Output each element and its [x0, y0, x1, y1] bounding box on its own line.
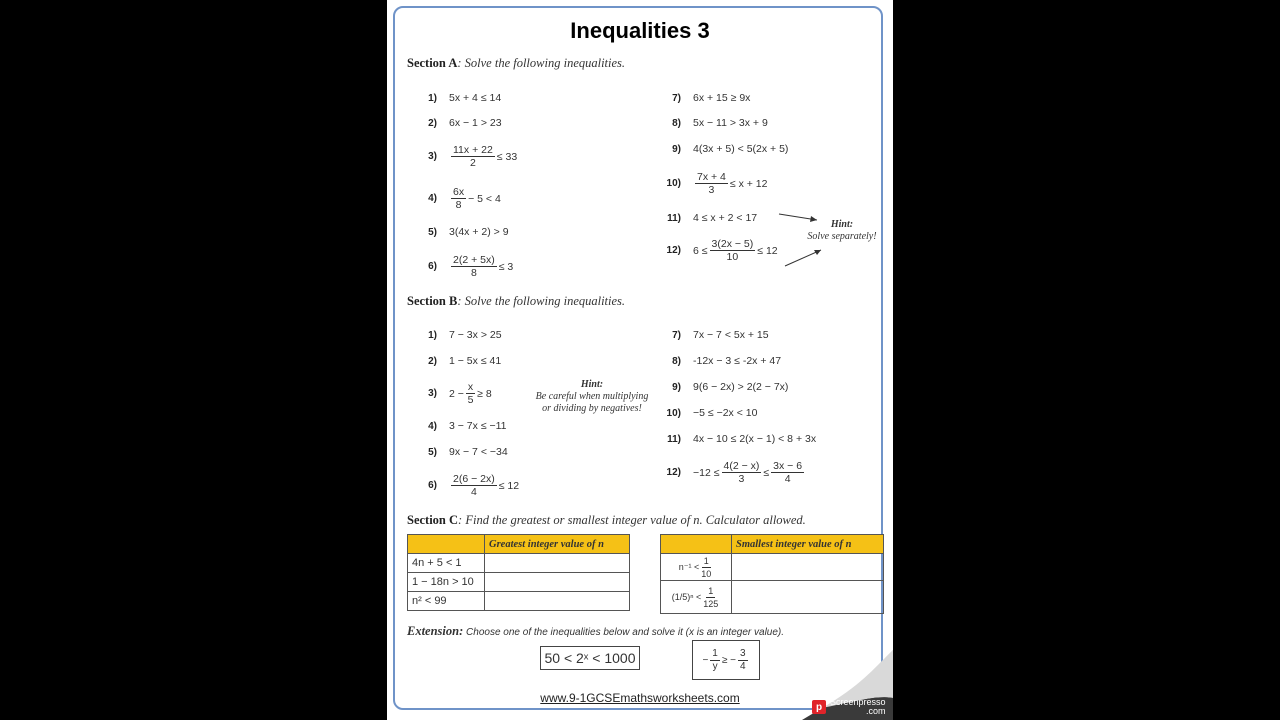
fraction: $\frac{2(2 + 5x)}{8}$ [453, 254, 495, 279]
extension-heading [407, 624, 784, 639]
greatest-integer-table [407, 534, 630, 611]
section-a-label: Section A [407, 56, 458, 70]
fraction: $\frac{7x + 4}{3}$ [697, 171, 726, 196]
fraction: $\frac{3(2x - 5)}{10}$ [711, 238, 754, 263]
section-b-hint: Hint: Be careful when multiplying or dividing by negatives! [535, 379, 649, 414]
question-b6: 6) $\frac{2(6 - 2x)}{4}$ ≤ 12 [428, 473, 520, 498]
answer-cell[interactable] [732, 581, 884, 614]
extension-label: Extension: [407, 624, 464, 638]
question-a3: 3) $\frac{11x + 22}{2}$ ≤ 33 [428, 144, 518, 169]
fraction: $\frac{6x}{8}$ [453, 186, 465, 211]
question-b2: 2) 1 − 5x ≤ 41 [428, 355, 502, 367]
section-a-heading [407, 56, 625, 71]
section-c-heading [407, 513, 806, 528]
question-a6: 6) $\frac{2(2 + 5x)}{8}$ ≤ 3 [428, 254, 514, 279]
question-b5: 5) 9x − 7 < −34 [428, 446, 508, 458]
question-a12: 12) 6 ≤ $\frac{3(2x - 5)}{10}$ ≤ 12 [666, 238, 778, 263]
question-a9: 9) 4(3x + 5) < 5(2x + 5) [672, 143, 789, 155]
question-b8: 8) -12x − 3 ≤ -2x + 47 [672, 355, 782, 367]
section-c-instruction: : Find the greatest or smallest integer value of n. Calculator allowed. [458, 513, 806, 527]
section-a-instruction: : Solve the following inequalities. [457, 56, 626, 70]
question-a1: 1) 5x + 4 ≤ 14 [428, 92, 502, 104]
question-b3: 3) 2 − $\frac{x}{5}$ ≥ 8 [428, 381, 492, 406]
question-a5: 5) 3(4x + 2) > 9 [428, 226, 509, 238]
fraction: $\frac{3x - 6}{4}$ [773, 460, 803, 485]
worksheet-title: Inequalities 3 [570, 18, 710, 43]
fraction: $\frac{4(2 - x)}{3}$ [723, 460, 760, 485]
table-row-label: 4n + 5 < 1 [408, 554, 485, 573]
question-a8: 8) 5x − 11 > 3x + 9 [672, 117, 768, 129]
fraction: $\frac{11x + 22}{2}$ [453, 144, 493, 169]
extension-box-2: − $\frac{1}{y}$ ≥ − $\frac{3}{4}$ [692, 640, 760, 680]
question-b7: 7) 7x − 7 < 5x + 15 [672, 329, 769, 341]
table-row-label: n⁻¹ < $\frac{1}{10}$ [661, 554, 732, 581]
answer-cell[interactable] [485, 554, 630, 573]
question-a7: 7) 6x + 15 ≥ 9x [672, 92, 751, 104]
screenpresso-logo-icon: p [812, 700, 826, 714]
table-row-label: 1 − 18n > 10 [408, 573, 485, 592]
answer-cell[interactable] [485, 592, 630, 611]
fraction: $\frac{2(6 - 2x)}{4}$ [453, 473, 495, 498]
section-a-hint: Hint: Solve separately! [807, 219, 877, 242]
question-a4: 4) $\frac{6x}{8}$ − 5 < 4 [428, 186, 501, 211]
worksheet-page [387, 0, 893, 720]
question-b10: 10) −5 ≤ −2x < 10 [666, 407, 758, 419]
answer-cell[interactable] [485, 573, 630, 592]
question-a10: 10) $\frac{7x + 4}{3}$ ≤ x + 12 [666, 171, 768, 196]
question-b11: 11) 4x − 10 ≤ 2(x − 1) < 8 + 3x [667, 433, 817, 445]
question-a2: 2) 6x − 1 > 23 [428, 117, 502, 129]
question-a11: 11) 4 ≤ x + 2 < 17 [667, 212, 758, 224]
question-b1: 1) 7 − 3x > 25 [428, 329, 502, 341]
smallest-header: Smallest integer value of n [732, 535, 884, 554]
section-c-label: Section C [407, 513, 459, 527]
table-row-label: n² < 99 [408, 592, 485, 611]
greatest-header: Greatest integer value of n [485, 535, 630, 554]
website-link[interactable]: www.9-1GCSEmathsworksheets.com [540, 691, 740, 705]
section-b-label: Section B [407, 294, 458, 308]
smallest-integer-table [660, 534, 884, 614]
section-b-instruction: : Solve the following inequalities. [457, 294, 626, 308]
table-row-label: (1/5)ⁿ < $\frac{1}{125}$ [661, 581, 732, 614]
question-b12: 12) −12 ≤ $\frac{4(2 - x)}{3}$ ≤ $\frac{3x - 6}{4}$ [666, 460, 803, 485]
section-b-heading [407, 294, 625, 309]
fraction: $\frac{x}{5}$ [467, 381, 474, 406]
answer-cell[interactable] [732, 554, 884, 581]
screenpresso-watermark: p Screenpresso .com [812, 698, 886, 716]
extension-box-1: 50 < 2ˣ < 1000 [540, 646, 640, 670]
question-b4: 4) 3 − 7x ≤ −11 [428, 420, 507, 432]
extension-instruction: Choose one of the inequalities below and solve it (x is an integer value). [466, 627, 785, 638]
question-b9: 9) 9(6 − 2x) > 2(2 − 7x) [672, 381, 789, 393]
